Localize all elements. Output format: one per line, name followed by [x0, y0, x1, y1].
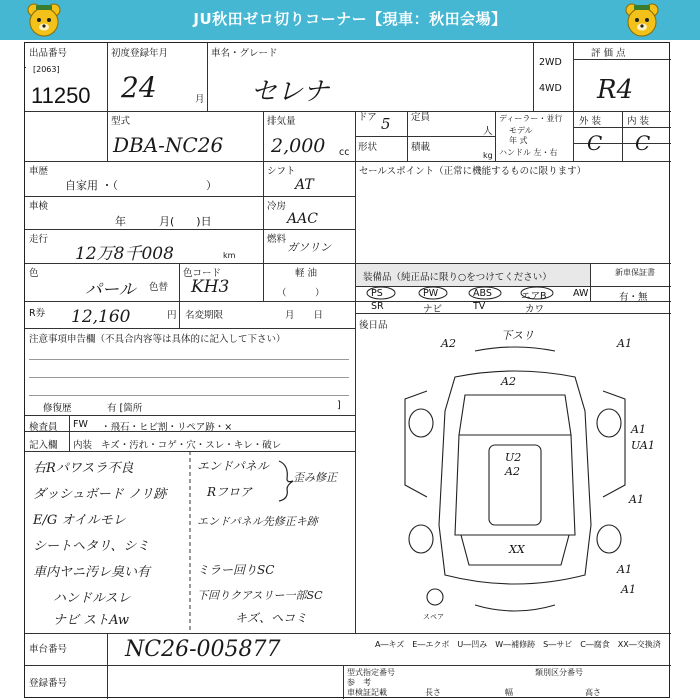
fuel-diesel: 軽 油: [295, 268, 318, 279]
equipment-pw: PW: [423, 288, 439, 299]
damage-label: A2: [441, 337, 456, 350]
remark-right-4: ミラー回りSC: [197, 563, 275, 577]
door-value: 5: [381, 115, 391, 133]
grade-label: 評 価 点: [591, 48, 626, 59]
model-year-label: モデル: [509, 126, 533, 135]
damage-label: A2: [505, 465, 520, 478]
inspection-sheet: [24, 42, 670, 698]
color-value: パール: [85, 280, 136, 300]
month-label: 月: [195, 94, 205, 105]
shape-label: 形状: [358, 142, 378, 153]
capacity-label: 定員: [411, 112, 431, 123]
load-label: 積載: [411, 142, 431, 153]
mileage-value: 12万8千008: [75, 244, 174, 264]
equipment-sr: SR: [371, 301, 384, 312]
shift-label: シフト: [267, 166, 296, 177]
rear-item-label: 後日品: [359, 320, 388, 331]
class-number-label: 類別区分番号: [535, 668, 583, 677]
chassis-value: NC26-005877: [125, 637, 281, 662]
entry-label: 記入欄: [29, 440, 58, 451]
damage-label: A1: [617, 563, 632, 576]
remark-right-1: エンドパネル: [197, 459, 269, 473]
displacement-label: 排気量: [267, 116, 296, 127]
damage-label: A1: [617, 337, 632, 350]
damage-label: A1: [621, 583, 636, 596]
width-label: 幅: [505, 688, 513, 697]
damage-label: UA1: [631, 439, 655, 452]
cooling-label: 冷房: [267, 201, 287, 212]
remark-right-5: 下回りクアスリー一部SC: [197, 589, 323, 602]
damage-legend: A―キズ E―エクボ U―凹み W―補修跡 S―サビ C―腐食 XX―交換済: [375, 640, 661, 649]
inspector-label: 検査員: [29, 422, 58, 433]
damage-label: A1: [631, 423, 646, 436]
interior-label: 内 装: [627, 116, 650, 127]
interior-grade: C: [635, 131, 651, 155]
damage-label: XX: [509, 543, 525, 556]
remark-right-3: エンドパネル先修正キ跡: [197, 515, 318, 528]
year-label: 年 式: [509, 136, 528, 145]
person-unit: 人: [483, 126, 493, 137]
interior-check-label: 内装: [73, 440, 93, 451]
damage-label: 下スリ: [501, 329, 534, 342]
color-code-label: 色コード: [183, 268, 222, 279]
history-label: 車歴: [29, 166, 49, 177]
shift-value: AT: [295, 177, 314, 193]
remark-right-2: Rフロア: [207, 485, 253, 499]
remark-left-7: ナビ ストAw: [53, 613, 130, 628]
recycle-label: R券: [29, 308, 46, 319]
fw-value: ・飛石・ヒビ割・リペア跡・×: [101, 422, 233, 433]
lot-number-label: 出品番号: [29, 48, 68, 59]
header-banner: [0, 0, 700, 40]
length-label: 長さ: [425, 688, 441, 697]
history-value: 自家用 ・（ ）: [65, 179, 217, 192]
remark-right-6: キズ、ヘコミ: [235, 611, 308, 625]
color-change-label: 色替: [149, 282, 169, 293]
remark-left-4: シートヘタリ、シミ: [33, 539, 150, 554]
yen-unit: 円: [167, 310, 177, 321]
equipment-aw: AW: [573, 288, 589, 299]
remark-left-6: ハンドルスレ: [53, 591, 131, 606]
drive-4wd: 4WD: [539, 83, 562, 94]
cc-unit: cc: [339, 147, 350, 158]
damage-label: A2: [501, 375, 516, 388]
equipment-tv: TV: [473, 301, 486, 312]
repair-history-end: ]: [337, 400, 341, 411]
sales-point-label: セールスポイント（正常に機能するものに限ります）: [359, 166, 587, 177]
fuel-label: 燃料: [267, 234, 287, 245]
exterior-grade: C: [587, 131, 603, 155]
repair-history-label: 修復歴: [43, 403, 72, 414]
remarks-divider: [185, 451, 195, 631]
warranty-value: 有・無: [619, 292, 648, 303]
equipment-abs: ABS: [473, 288, 492, 299]
damage-label: A1: [629, 493, 644, 506]
bear-mascot-icon: [624, 2, 660, 38]
name-change-label: 名変期限: [185, 310, 224, 321]
first-registration-value: 24: [121, 71, 157, 104]
first-registration-label: 初度登録年月: [111, 48, 169, 59]
inspection-label: 車検: [29, 201, 49, 212]
equipment-leather: カワ: [525, 304, 545, 315]
color-label: 色: [29, 268, 39, 279]
remark-left-2: ダッシュボード ノリ跡: [33, 487, 167, 502]
chassis-label: 車台番号: [29, 644, 68, 655]
remark-side: 歪み修正: [293, 471, 337, 484]
repair-history-value: 有 [箇所: [107, 403, 143, 414]
kg-unit: kg: [483, 151, 493, 160]
car-name-label: 車名・グレード: [211, 48, 278, 59]
equipment-navi: ナビ: [423, 304, 443, 315]
fuel-other: （ ）: [277, 288, 325, 299]
brace-mark: [275, 459, 295, 503]
dealer-label: ディーラー・並行: [499, 114, 563, 123]
warranty-label: 新車保証書: [615, 268, 655, 277]
grade-value: R4: [597, 75, 634, 105]
km-unit: km: [223, 251, 236, 260]
car-name-value: セレナ: [251, 77, 330, 107]
interior-check-value: キズ・汚れ・コゲ・穴・スレ・キレ・破レ: [101, 440, 282, 451]
equipment-circles: [359, 285, 559, 301]
door-label: ドア: [358, 112, 377, 123]
color-code-value: KH3: [191, 277, 230, 297]
displacement-value: 2,000: [271, 135, 326, 157]
fuel-gasoline: ガソリン: [287, 241, 331, 254]
remark-left-5: 車内ヤニ汚レ臭い有: [33, 565, 151, 580]
lot-sub-number: [2063]: [33, 65, 60, 74]
equipment-ps: PS: [371, 288, 383, 299]
car-diagram-icon: [365, 325, 665, 631]
equipment-label: 装備品（純正品に限り○をつけてください）: [363, 272, 552, 283]
cooling-value: AAC: [287, 211, 318, 227]
mileage-label: 走行: [29, 234, 49, 245]
type-designation-label: 型式指定番号: [347, 668, 395, 677]
spare-label: スペア: [423, 613, 444, 621]
inspection-value: 年 月( )日: [115, 215, 212, 228]
handle-label: ハンドル 左・右: [499, 148, 558, 157]
height-label: 高さ: [585, 688, 601, 697]
remark-left-3: E/G オイルモレ: [33, 513, 126, 528]
fw-label: FW: [73, 419, 88, 430]
registration-label: 登録番号: [29, 678, 68, 689]
lot-number: 11250: [31, 83, 91, 108]
registration-cert-label: 車検証記載: [347, 688, 387, 697]
exterior-label: 外 装: [579, 116, 602, 127]
remark-left-1: 右Rパワスラ不良: [33, 461, 134, 476]
drive-2wd: 2WD: [539, 57, 562, 68]
model-label: 型式: [111, 116, 131, 127]
model-value: DBA-NC26: [113, 133, 224, 157]
notes-label: 注意事項申告欄（不具合内容等は具体的に記入して下さい）: [29, 334, 286, 345]
name-change-value: 月 日: [285, 310, 324, 321]
recycle-value: 12,160: [71, 307, 131, 327]
reference-label: 参 考: [347, 678, 371, 687]
damage-label: U2: [505, 451, 522, 464]
banner-title: JU秋田ゼロ切りコーナー【現車：秋田会場】: [193, 10, 507, 28]
equipment-airbag: エアB: [521, 291, 547, 302]
